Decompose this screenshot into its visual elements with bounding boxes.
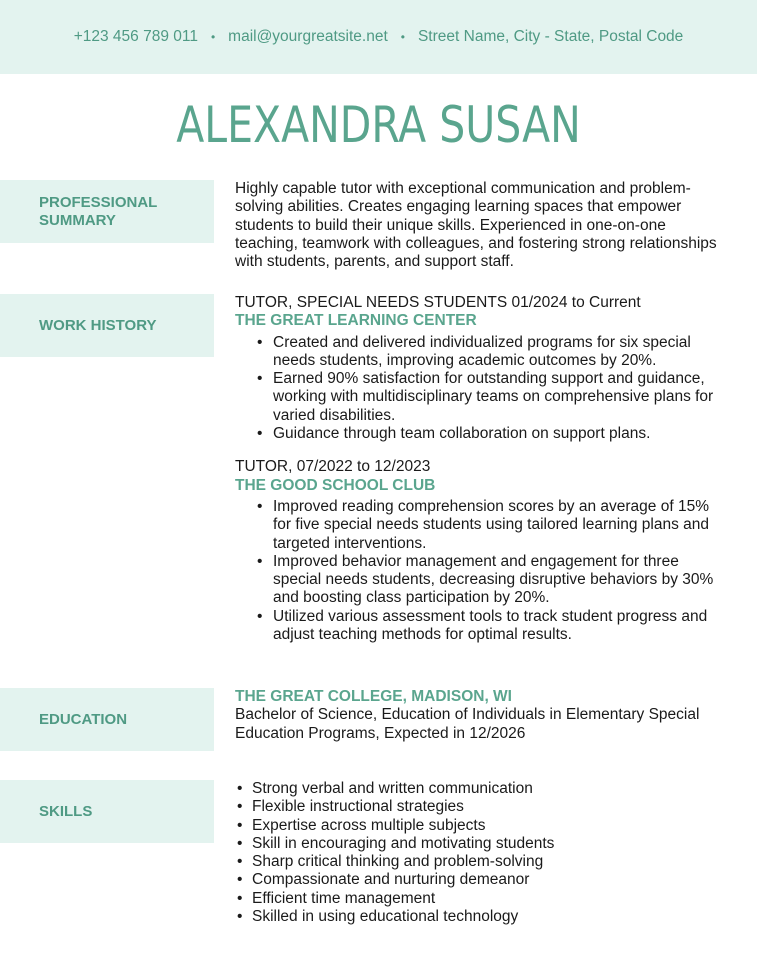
job-bullet: • Improved reading comprehension scores by an average of 15% for five special needs students using tailored learning plans and targeted interventions. [235, 498, 725, 553]
resume-name: ALEXANDRA SUSAN [176, 96, 581, 154]
education-degree: Bachelor of Science, Education of Individuals in Elementary Special Education Programs, Expected in 12/2026 [235, 706, 700, 742]
contact-address: Street Name, City - State, Postal Code [417, 28, 684, 45]
skill-item: • Sharp critical thinking and problem-solving [235, 853, 725, 871]
contact-bar [0, 0, 757, 74]
section-label-text: SKILLS [39, 802, 93, 820]
contact-email: mail@yourgreatsite.net [228, 28, 388, 45]
section-label-education [0, 688, 214, 751]
section-label-skills [0, 780, 214, 843]
job-entry [235, 458, 725, 644]
contact-separator: • [210, 30, 216, 44]
skill-item: • Skilled in using educational technology [235, 908, 725, 926]
skill-item: • Compassionate and nurturing demeanor [235, 871, 725, 889]
skills-list [235, 780, 725, 926]
job-bullet: • Earned 90% satisfaction for outstanding support and guidance, working with multidisciplinary teams on comprehensive plans for varied disabilities. [235, 370, 725, 425]
section-label-summary [0, 180, 214, 243]
section-label-work-history [0, 294, 214, 357]
education-school: THE GREAT COLLEGE, MADISON, WI [235, 688, 512, 705]
section-label-text: EDUCATION [39, 710, 128, 728]
contact-phone: +123 456 789 011 [73, 28, 198, 45]
job-entry [235, 294, 725, 443]
summary-text: Highly capable tutor with exceptional communication and problem-solving abilities. Creates engaging learning spaces that empower students to build their unique skills. Experienced in one-on-one teaching, teamwork with colleagues, and fostering strong relationships with students, parents, and support staff. [235, 180, 717, 271]
skills [235, 780, 725, 926]
job-bullet: • Guidance through team collaboration on support plans. [235, 425, 725, 443]
work-history [235, 294, 725, 644]
skill-item: • Expertise across multiple subjects [235, 817, 725, 835]
skill-item: • Flexible instructional strategies [235, 798, 725, 816]
skill-item: • Strong verbal and written communication [235, 780, 725, 798]
section-label-text: WORK HISTORY [39, 316, 157, 334]
section-label-text: PROFESSIONAL SUMMARY [39, 193, 158, 229]
skill-item: • Skill in encouraging and motivating students [235, 835, 725, 853]
job-org: THE GOOD SCHOOL CLUB [235, 476, 436, 494]
job-title: TUTOR, SPECIAL NEEDS STUDENTS 01/2024 to Current [235, 294, 641, 311]
job-bullet: • Utilized various assessment tools to track student progress and adjust teaching methods for optimal results. [235, 608, 725, 645]
contact-separator: • [400, 30, 405, 44]
job-title: TUTOR, 07/2022 to 12/2023 [235, 458, 431, 476]
job-bullet: • Created and delivered individualized programs for six special needs students, improving academic outcomes by 20%. [235, 334, 725, 371]
job-bullet: • Improved behavior management and engagement for three special needs students, decreasing disruptive behaviors by 30% and boosting class participation by 20%. [235, 553, 725, 608]
job-bullets [235, 334, 725, 444]
job-bullets [235, 498, 725, 644]
education [235, 688, 725, 743]
skill-item: • Efficient time management [235, 890, 725, 908]
job-org: THE GREAT LEARNING CENTER [235, 312, 477, 330]
